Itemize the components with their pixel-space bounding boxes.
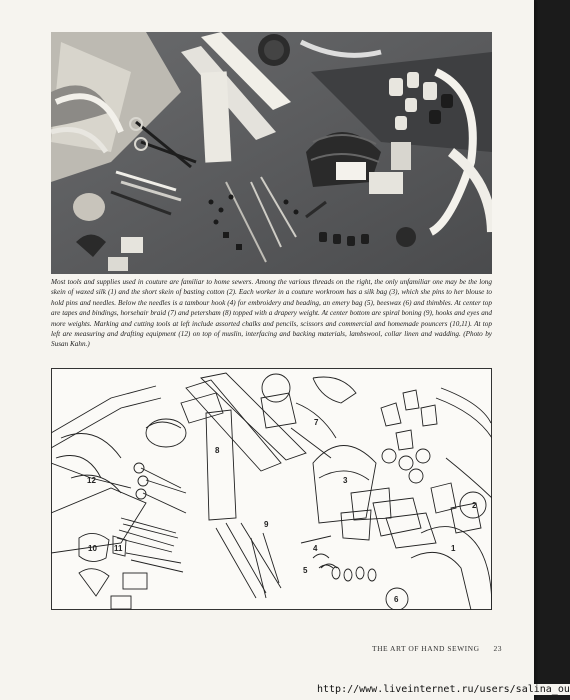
photo-caption: Most tools and supplies used in couture are familiar to home sewers. Among the various threads on the right, the only unfamiliar one may be the long skein of waxed silk (1) and the short skein of basting cotton (2). Each worker in a couture workroom has a silk bag (3), which she pins to her blouse to hold pins and needles. Below the needles is a tambour hook (4) for embroidery and beading, an emery bag (5), beeswax (6) and thimbles. At center top are tapes and bindings, horsehair braid (7) and petersham (8) topped with a drapery weight. At center bottom are spiral boning (9), hooks and eyes and more weights. Marking and cutting tools at left include assorted chalks and pencils, scissors and commercial and homemade pouncers (10,11). At top left are measuring and drafting equipment (12) on top of muslin, interfacing and backing materials, lambswool, collar linen and wadding. (Photo by Susan Kahn.) [51,278,492,349]
key-number-7: 7 [314,418,319,427]
key-number-12: 12 [87,476,96,485]
key-number-5: 5 [303,566,308,575]
tool-key-diagram [51,368,492,610]
sewing-tools-photo [51,32,492,274]
key-number-2: 2 [472,501,477,510]
page-number: 23 [493,644,502,653]
diagram-outline [51,368,492,610]
key-number-9: 9 [264,520,269,529]
key-number-10: 10 [88,544,97,553]
key-number-11: 11 [114,544,123,553]
key-number-1: 1 [451,544,456,553]
key-number-6: 6 [394,595,399,604]
watermark-url: http://www.liveinternet.ru/users/salina_ou [317,684,570,695]
book-title: THE ART OF HAND SEWING [372,644,480,653]
photo-illustration [51,32,492,274]
running-footer [372,644,502,653]
key-number-4: 4 [313,544,318,553]
key-number-3: 3 [343,476,348,485]
key-number-8: 8 [215,446,220,455]
